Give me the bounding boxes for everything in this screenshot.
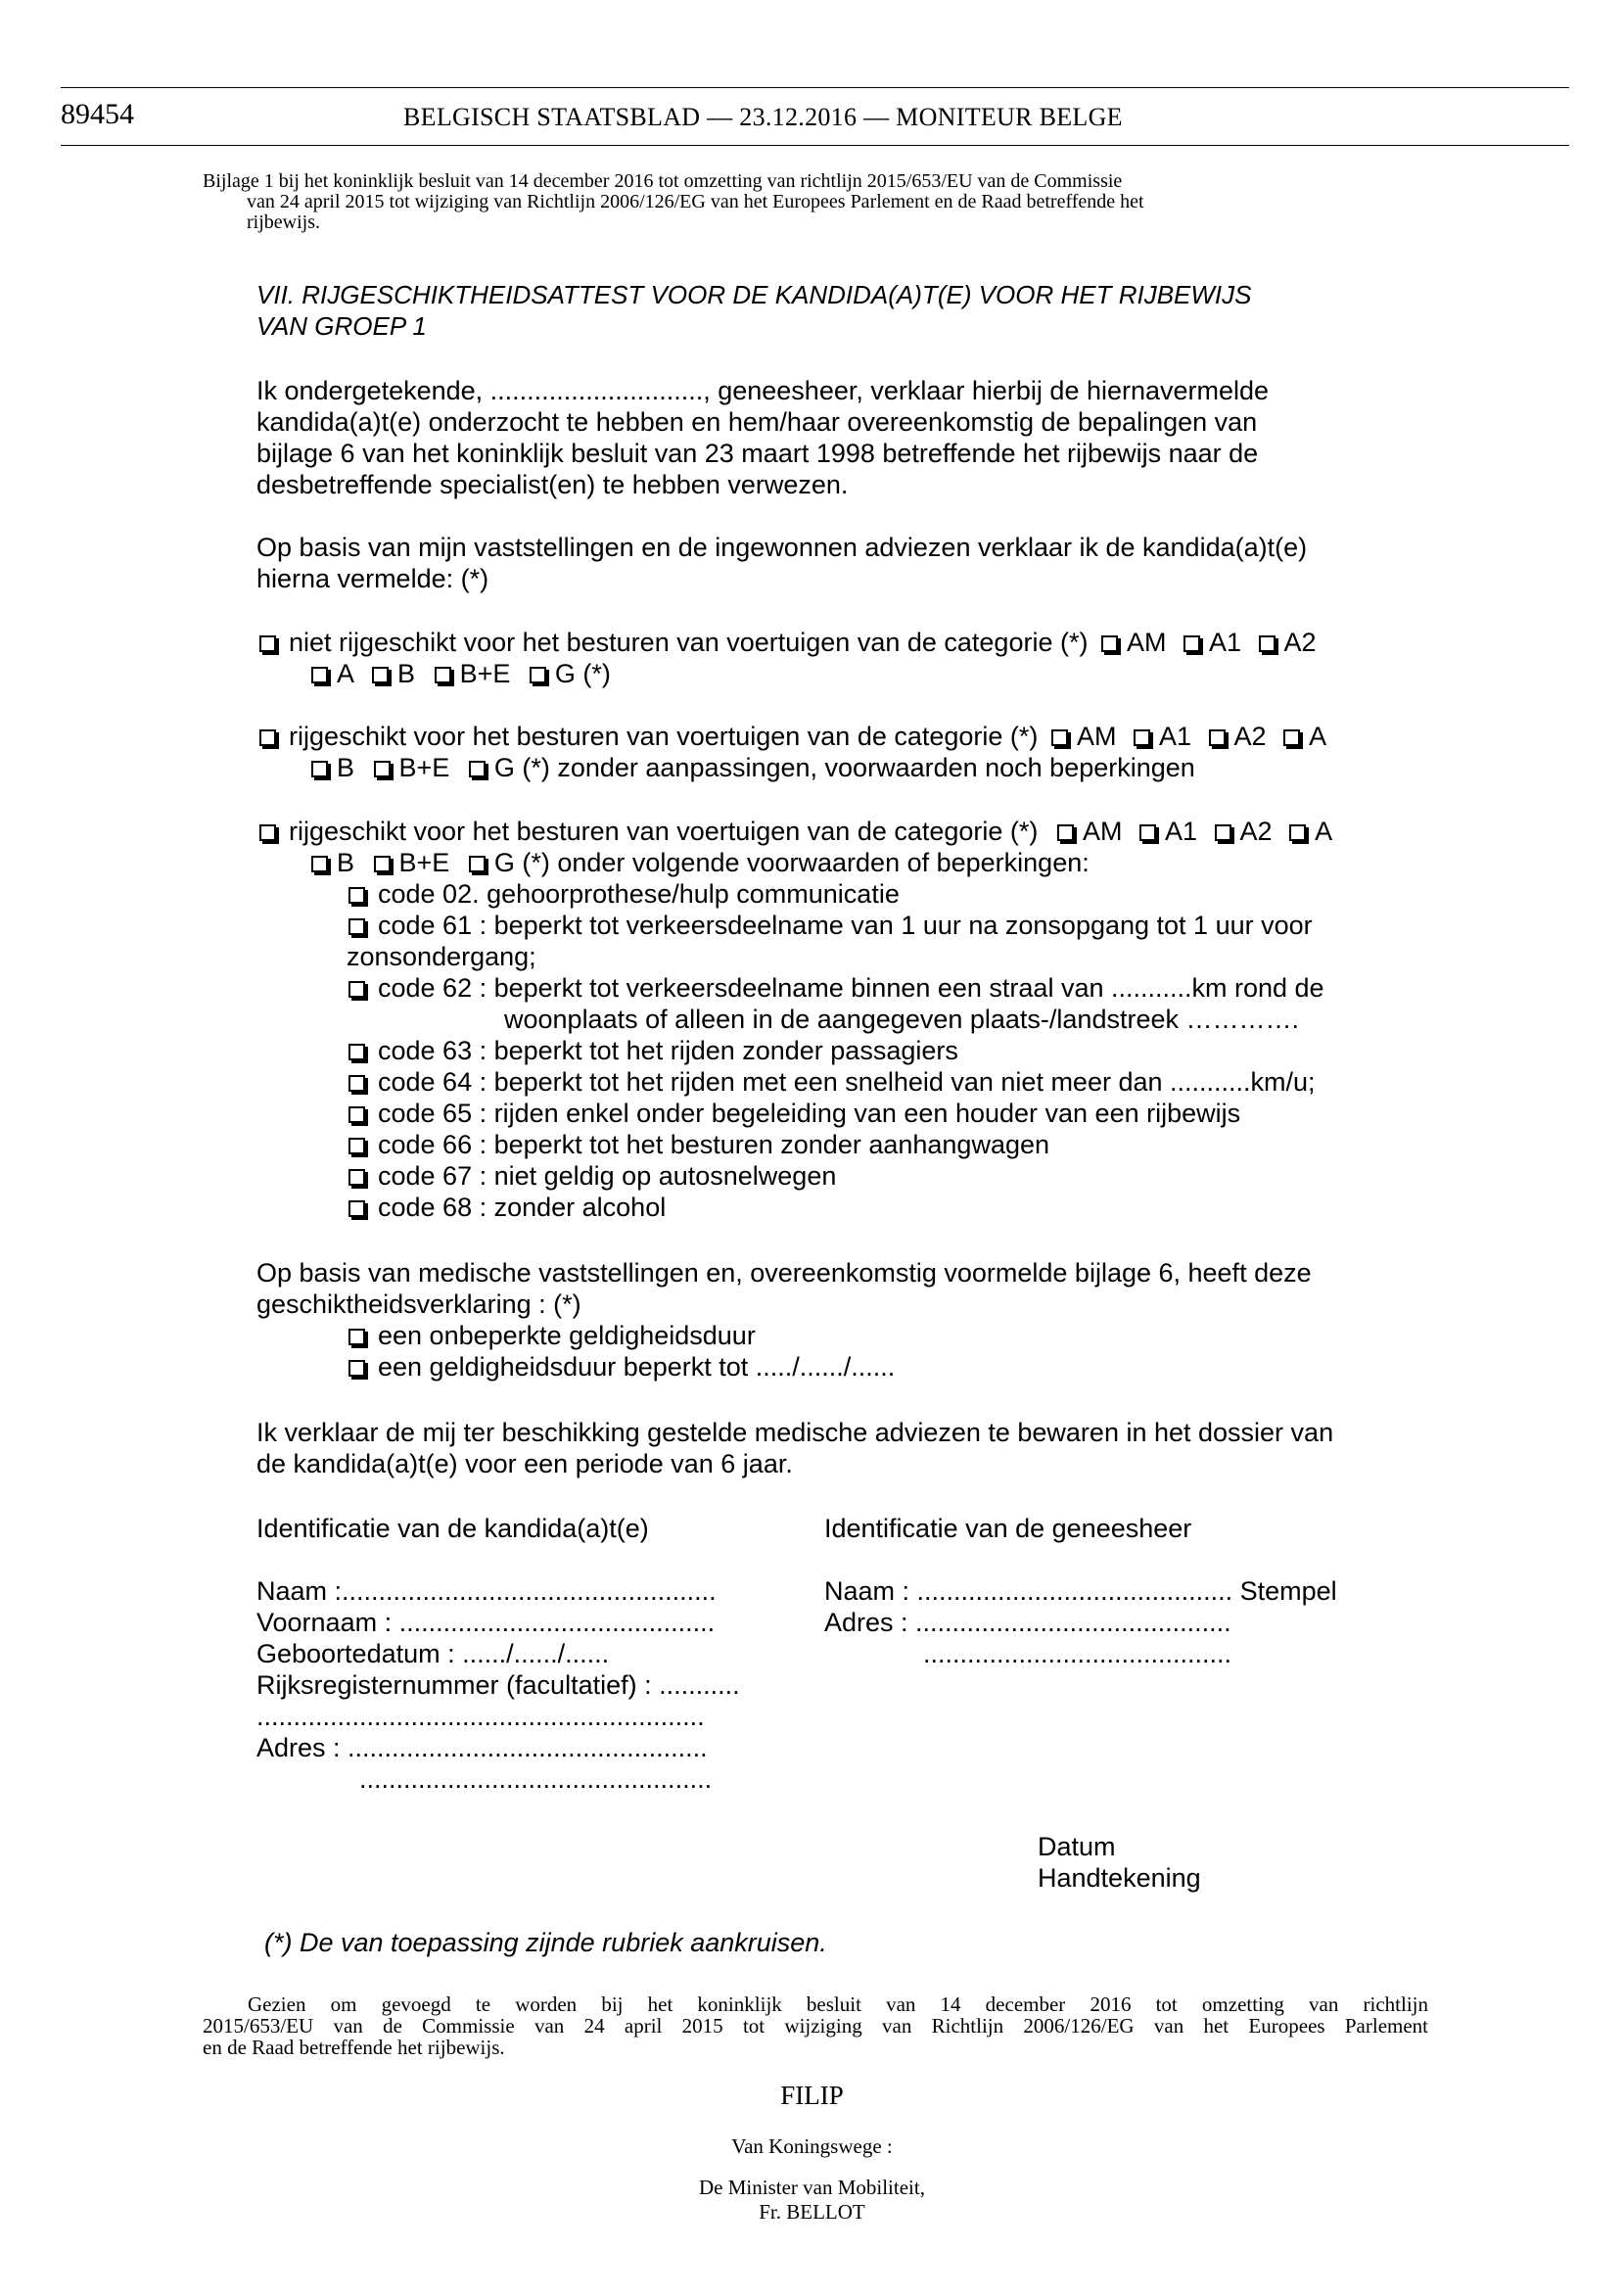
form-heading-line1: VII. RIJGESCHIKTHEIDSATTEST VOOR DE KANDIDA(A)T(E) VOOR HET RIJBEWIJS xyxy=(256,280,1252,309)
candidate-firstname-field[interactable]: Voornaam : ........................................... xyxy=(256,1608,716,1637)
category-am-checkbox[interactable] xyxy=(1101,635,1118,652)
para4-line: Ik verklaar de mij ter beschikking gestelde medische adviezen te bewaren in het dossier van xyxy=(256,1418,1334,1447)
minister-name: Fr. BELLOT xyxy=(759,2200,865,2224)
category-a2-checkbox[interactable] xyxy=(1209,729,1226,746)
code-68-item: code 68 : zonder alcohol xyxy=(348,1192,666,1223)
para4-line: de kandida(a)t(e) voor een periode van 6 jaar. xyxy=(256,1449,793,1478)
code-61-checkbox[interactable] xyxy=(348,918,365,935)
category-b-checkbox[interactable] xyxy=(372,667,389,683)
option-fit-conditional-categories: B B+E G (*) onder volgende voorwaarden of beperkingen: xyxy=(311,847,1090,878)
royal-signature: FILIP xyxy=(780,2081,844,2110)
option-fit-unconditional-checkbox[interactable] xyxy=(259,729,276,746)
code-62-item: code 62 : beperkt tot verkeersdeelname binnen een straal van ...........km rond de xyxy=(348,972,1324,1004)
para2-line: hierna vermelde: (*) xyxy=(256,564,489,593)
para3-line: Op basis van medische vaststellingen en, overeenkomstig voormelde bijlage 6, heeft deze xyxy=(256,1258,1312,1288)
para1-line: desbetreffende specialist(en) te hebben verwezen. xyxy=(256,470,849,499)
form-heading-line2: VAN GROEP 1 xyxy=(256,311,427,341)
option-fit-unconditional-categories: B B+E G (*) zonder aanpassingen, voorwaarden noch beperkingen xyxy=(311,752,1195,783)
category-be-checkbox[interactable] xyxy=(435,667,451,683)
category-b-checkbox[interactable] xyxy=(311,761,328,777)
code-61-continuation: zonsondergang; xyxy=(347,942,536,971)
para1-line: Ik ondergetekende, ............................., geneesheer, verklaar hierbij de hiernavermelde xyxy=(256,376,1270,405)
candidate-register-number-continuation[interactable]: ............................................................. xyxy=(256,1702,705,1731)
validity-unlimited-item: een onbeperkte geldigheidsduur xyxy=(348,1320,756,1351)
category-g-checkbox[interactable] xyxy=(530,667,546,683)
para2-line: Op basis van mijn vaststellingen en de ingewonnen adviezen verklaar ik de kandida(a)t(e) xyxy=(256,533,1308,562)
candidate-name-field[interactable]: Naam :................................................... xyxy=(256,1576,717,1606)
category-a2-checkbox[interactable] xyxy=(1215,824,1231,841)
code-67-item: code 67 : niet geldig op autosnelwegen xyxy=(348,1160,836,1192)
validity-limited-item: een geldigheidsduur beperkt tot ...../....../...... xyxy=(348,1351,895,1382)
validity-unlimited-checkbox[interactable] xyxy=(348,1329,365,1345)
doctor-id-heading: Identificatie van de geneesheer xyxy=(824,1514,1192,1543)
header-top-rule xyxy=(61,87,1569,88)
candidate-birthdate-field[interactable]: Geboortedatum : ....../....../...... xyxy=(256,1639,610,1668)
validity-limited-checkbox[interactable] xyxy=(348,1360,365,1377)
category-a-checkbox[interactable] xyxy=(1289,824,1306,841)
code-02-checkbox[interactable] xyxy=(348,887,365,904)
page-header-title: BELGISCH STAATSBLAD — 23.12.2016 — MONITEUR BELGE xyxy=(403,103,1123,131)
doctor-address-field[interactable]: Adres : ........................................... xyxy=(824,1608,1231,1637)
option-not-fit: niet rijgeschikt voor het besturen van voertuigen van de categorie (*) AM A1 A2 xyxy=(259,627,1317,658)
category-g-checkbox[interactable] xyxy=(469,761,486,777)
code-66-item: code 66 : beperkt tot het besturen zonder aanhangwagen xyxy=(348,1129,1049,1160)
header-bottom-rule xyxy=(61,145,1569,146)
option-not-fit-checkbox[interactable] xyxy=(259,635,276,652)
minister-title: De Minister van Mobiliteit, xyxy=(699,2176,925,2199)
candidate-address-continuation[interactable]: ................................................ xyxy=(359,1764,713,1794)
category-a2-checkbox[interactable] xyxy=(1259,635,1276,652)
countersign-intro: Van Koningswege : xyxy=(731,2134,893,2158)
code-63-item: code 63 : beperkt tot het rijden zonder passagiers xyxy=(348,1035,958,1066)
candidate-id-heading: Identificatie van de kandida(a)t(e) xyxy=(256,1514,649,1543)
code-65-checkbox[interactable] xyxy=(348,1106,365,1123)
code-61-item: code 61 : beperkt tot verkeersdeelname van 1 uur na zonsopgang tot 1 uur voor xyxy=(348,910,1313,941)
para3-line: geschiktheidsverklaring : (*) xyxy=(256,1289,581,1319)
category-am-checkbox[interactable] xyxy=(1057,824,1074,841)
code-64-item: code 64 : beperkt tot het rijden met een snelheid van niet meer dan ...........km/u; xyxy=(348,1066,1316,1098)
option-fit-conditional: rijgeschikt voor het besturen van voertuigen van de categorie (*) AM A1 A2 A xyxy=(259,816,1332,847)
category-a-checkbox[interactable] xyxy=(311,667,328,683)
code-62-checkbox[interactable] xyxy=(348,981,365,998)
signature-label: Handtekening xyxy=(1038,1863,1201,1893)
code-66-checkbox[interactable] xyxy=(348,1138,365,1154)
category-am-checkbox[interactable] xyxy=(1051,729,1068,746)
page-number: 89454 xyxy=(61,98,134,130)
category-b-checkbox[interactable] xyxy=(311,856,328,872)
option-fit-unconditional: rijgeschikt voor het besturen van voertuigen van de categorie (*) AM A1 A2 A xyxy=(259,721,1326,752)
option-not-fit-categories: A B B+E G (*) xyxy=(311,658,611,689)
date-label: Datum xyxy=(1038,1832,1116,1861)
candidate-register-number-field[interactable]: Rijksregisternummer (facultatief) : ........... xyxy=(256,1670,740,1700)
closing-text: Gezien om gevoegd te worden bij het koninklijk besluit van 14 december 2016 tot omzetting van richtlijn 2015/653/EU van de Commissie van 24 april 2015 tot wijziging van Richtlijn 2006/126/EG van het Europees Parlement en de Raad betreffende het rijbewijs. xyxy=(203,1992,1428,2059)
intro-text: Bijlage 1 bij het koninklijk besluit van 14 december 2016 tot omzetting van richtlijn 2015/653/EU van de Commissie van 24 april 2015 tot wijziging van Richtlijn 2006/126/EG van het Europees Parlement en de Raad betreffende het rijbewijs. xyxy=(203,170,1144,233)
para1-line: bijlage 6 van het koninklijk besluit van 23 maart 1998 betreffende het rijbewijs naar de xyxy=(256,439,1259,468)
code-62-continuation: woonplaats of alleen in de aangegeven plaats-/landstreek …………. xyxy=(504,1005,1299,1034)
code-67-checkbox[interactable] xyxy=(348,1169,365,1186)
doctor-address-continuation[interactable]: .......................................... xyxy=(923,1639,1232,1668)
code-02-item: code 02. gehoorprothese/hulp communicatie xyxy=(348,878,900,910)
category-a1-checkbox[interactable] xyxy=(1183,635,1200,652)
footnote: (*) De van toepassing zijnde rubriek aankruisen. xyxy=(264,1928,827,1957)
category-a-checkbox[interactable] xyxy=(1283,729,1300,746)
para1-line: kandida(a)t(e) onderzocht te hebben en hem/haar overeenkomstig de bepalingen van xyxy=(256,407,1258,437)
category-be-checkbox[interactable] xyxy=(374,761,391,777)
category-be-checkbox[interactable] xyxy=(374,856,391,872)
category-g-checkbox[interactable] xyxy=(469,856,486,872)
code-68-checkbox[interactable] xyxy=(348,1200,365,1217)
code-65-item: code 65 : rijden enkel onder begeleiding van een houder van een rijbewijs xyxy=(348,1098,1240,1129)
candidate-address-field[interactable]: Adres : ................................................. xyxy=(256,1733,708,1762)
category-a1-checkbox[interactable] xyxy=(1134,729,1150,746)
code-64-checkbox[interactable] xyxy=(348,1075,365,1092)
category-a1-checkbox[interactable] xyxy=(1139,824,1156,841)
option-fit-conditional-checkbox[interactable] xyxy=(259,824,276,841)
doctor-name-stamp-field[interactable]: Naam : ........................................... Stempel xyxy=(824,1576,1337,1606)
code-63-checkbox[interactable] xyxy=(348,1044,365,1060)
